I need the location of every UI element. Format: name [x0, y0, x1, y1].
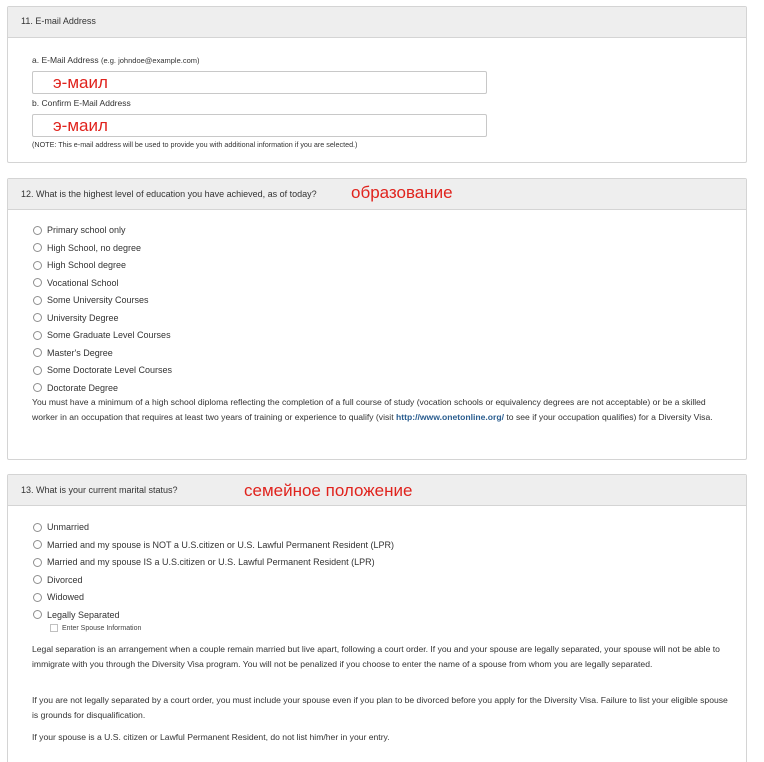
marital-status-annotation: семейное положение: [244, 481, 413, 500]
email-section: [7, 6, 747, 163]
education-option-university-degree[interactable]: University Degree: [33, 311, 119, 325]
education-section-header: [8, 179, 746, 210]
confirm-email-input-value: э-маил: [53, 116, 108, 135]
education-info: You must have a minimum of a high school diploma reflecting the completion of a full course of study (vocation schools or equivalency degrees are not acceptable) or be a skilled worker in an occupation that requires at least two years of training or experience to qualify (visit http://www.onetonline.org/ to see if your occupation qualifies) for a Diversity Visa.: [32, 397, 713, 422]
education-annotation: образование: [351, 183, 453, 202]
radio-icon[interactable]: [33, 383, 42, 392]
marital-option-married-citizen[interactable]: Married and my spouse IS a U.S.citizen or U.S. Lawful Permanent Resident (LPR): [33, 555, 375, 569]
radio-icon[interactable]: [33, 366, 42, 375]
marital-option-widowed[interactable]: Widowed: [33, 590, 84, 604]
email-hint: (e.g. johndoe@example.com): [101, 56, 200, 65]
marital-option-divorced[interactable]: Divorced: [33, 573, 83, 587]
email-section-title: 11. E-mail Address: [21, 16, 96, 26]
confirm-email-input[interactable]: [32, 114, 487, 137]
radio-icon[interactable]: [33, 610, 42, 619]
marital-status-section-title: 13. What is your current marital status?: [21, 485, 178, 495]
radio-icon[interactable]: [33, 261, 42, 270]
education-section-title: 12. What is the highest level of education you have achieved, as of today?: [21, 189, 317, 199]
email-section-header: [8, 7, 746, 38]
education-option-some-doctorate[interactable]: Some Doctorate Level Courses: [33, 363, 172, 377]
education-option-some-graduate[interactable]: Some Graduate Level Courses: [33, 328, 171, 342]
marital-option-unmarried[interactable]: Unmarried: [33, 520, 89, 534]
radio-icon[interactable]: [33, 296, 42, 305]
citizen-spouse-info: If your spouse is a U.S. citizen or Lawful Permanent Resident, do not list him/her in your entry.: [32, 732, 390, 742]
email-label: a. E-Mail Address (e.g. johndoe@example.com): [32, 55, 200, 65]
radio-icon[interactable]: [33, 331, 42, 340]
radio-icon[interactable]: [33, 243, 42, 252]
not-separated-info: If you are not legally separated by a court order, you must include your spouse even if you plan to be divorced before you apply for the Diversity Visa. Failure to list your eligible spouse is grounds for disqualification.: [32, 695, 728, 720]
education-option-masters[interactable]: Master's Degree: [33, 346, 113, 360]
onetonline-link[interactable]: http://www.onetonline.org/: [395, 411, 505, 422]
radio-icon[interactable]: [33, 523, 42, 532]
marital-status-section-header: [8, 475, 746, 506]
enter-spouse-info-row[interactable]: [50, 624, 141, 632]
enter-spouse-info-label: Enter Spouse Information: [62, 624, 142, 632]
legal-separation-info: Legal separation is an arrangement when a couple remain married but live apart, following a court order. If you and your spouse are legally separated, your spouse will not be able to immigrate with you through the Diversity Visa program. You will not be penalized if you choose to enter the name of a spouse from whom you are legally separated.: [32, 644, 720, 669]
email-input[interactable]: [32, 71, 487, 94]
radio-icon[interactable]: [33, 313, 42, 322]
radio-icon[interactable]: [33, 558, 42, 567]
radio-icon[interactable]: [33, 575, 42, 584]
education-option-primary[interactable]: Primary school only: [33, 223, 126, 237]
radio-icon[interactable]: [33, 540, 42, 549]
confirm-email-label: b. Confirm E-Mail Address: [32, 98, 131, 108]
radio-icon[interactable]: [33, 278, 42, 287]
marital-option-legally-separated[interactable]: Legally Separated: [33, 608, 120, 622]
radio-icon[interactable]: [33, 348, 42, 357]
email-note: (NOTE: This e-mail address will be used to provide you with additional information if you are selected.): [32, 140, 358, 149]
radio-icon[interactable]: [33, 593, 42, 602]
email-input-value: э-маил: [53, 73, 108, 92]
education-option-high-school-degree[interactable]: High School degree: [33, 258, 126, 272]
education-option-doctorate[interactable]: Doctorate Degree: [33, 381, 118, 395]
marital-status-section: [7, 474, 747, 762]
radio-icon[interactable]: [33, 226, 42, 235]
education-option-some-university[interactable]: Some University Courses: [33, 293, 149, 307]
education-option-vocational[interactable]: Vocational School: [33, 276, 119, 290]
enter-spouse-info-checkbox[interactable]: [50, 624, 58, 632]
education-section: [7, 178, 747, 460]
education-option-high-school-no-degree[interactable]: High School, no degree: [33, 241, 141, 255]
marital-option-married-not-citizen[interactable]: Married and my spouse is NOT a U.S.citizen or U.S. Lawful Permanent Resident (LPR): [33, 538, 394, 552]
